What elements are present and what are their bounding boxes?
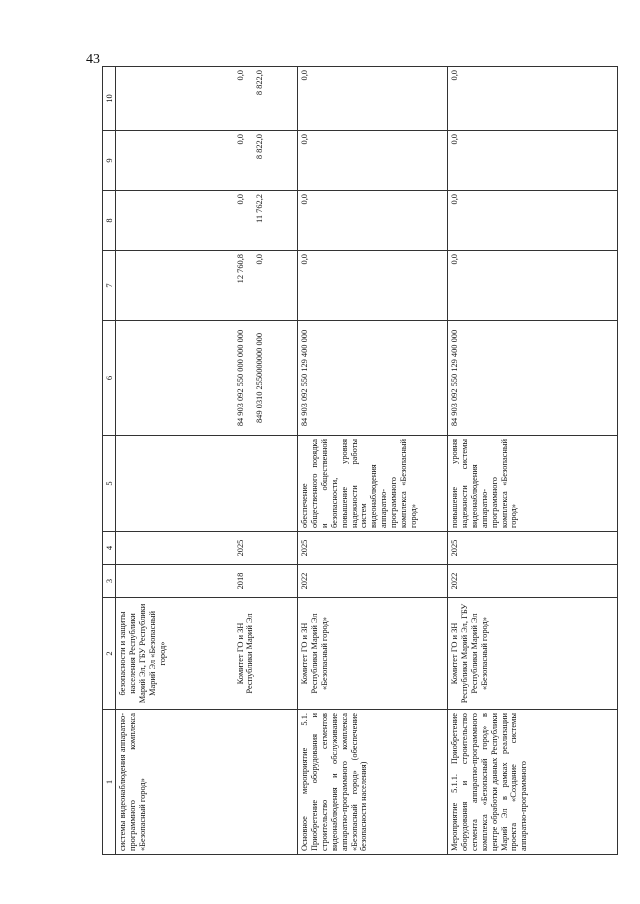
col-header-2: 2 — [103, 598, 116, 710]
cell-code: 84 903 092 550 129 400 000 — [298, 321, 448, 436]
col-header-9: 9 — [103, 131, 116, 191]
table-row — [116, 67, 234, 855]
cell-name — [234, 710, 298, 855]
cell-v7 — [234, 251, 298, 321]
value: 0,0 — [235, 134, 245, 145]
col-header-8: 8 — [103, 191, 116, 251]
cell-name: Мероприятие 5.1.1. Приобретение оборудования и строительство сегмента аппаратно-программного комплекса «Безопасный город» в центре обработки данных Республики Марий Эл в рамках реализации проекта «Создание системы аппаратно-программного — [448, 710, 618, 855]
cell-code — [234, 321, 298, 436]
value: 12 760,8 — [235, 254, 245, 284]
col-header-4: 4 — [103, 532, 116, 565]
cell-v9 — [234, 131, 298, 191]
budget-code: 84 903 092 550 000 000 000 — [235, 329, 245, 427]
cell-executor: Комитет ГО и ЗН Республики Марий Эл «Безопасный город» — [298, 598, 448, 710]
cell-executor: безопасности и защиты населения Республики Марий Эл, ГБУ Республики Марий Эл «Безопасный город» — [116, 598, 234, 710]
cell-v7: 0,0 — [298, 251, 448, 321]
cell-v10 — [234, 67, 298, 131]
page-number: 43 — [86, 52, 100, 67]
cell-v8 — [116, 191, 234, 251]
cell-name: системы видеонаблюдения аппаратно-программного комплекса «Безопасный город» — [116, 710, 234, 855]
rotated-table-container — [102, 70, 622, 855]
col-header-3: 3 — [103, 565, 116, 598]
cell-v10: 0,0 — [448, 67, 618, 131]
col-header-10: 10 — [103, 67, 116, 131]
header-row — [103, 67, 116, 855]
cell-result — [234, 436, 298, 532]
cell-executor: Комитет ГО и ЗН Республики Марий Эл — [234, 598, 298, 710]
budget-code: 849 0310 2550000000 000 — [255, 332, 265, 424]
cell-executor: Комитет ГО и ЗН Республики Марий Эл, ГБУ Республики Марий Эл «Безопасный город» — [448, 598, 618, 710]
cell-v10: 0,0 — [298, 67, 448, 131]
value: 8 822,0 — [255, 70, 265, 96]
col-header-7: 7 — [103, 251, 116, 321]
cell-v8 — [234, 191, 298, 251]
cell-v8: 0,0 — [298, 191, 448, 251]
table-row — [234, 67, 298, 855]
cell-end-year: 2025 — [298, 532, 448, 565]
cell-v7 — [116, 251, 234, 321]
col-header-1: 1 — [103, 710, 116, 855]
cell-end-year: 2025 — [448, 532, 618, 565]
cell-v9 — [116, 131, 234, 191]
cell-start-year: 2018 — [234, 565, 298, 598]
value: 8 822,0 — [255, 134, 265, 160]
cell-start-year: 2022 — [298, 565, 448, 598]
cell-v8: 0,0 — [448, 191, 618, 251]
cell-v7: 0,0 — [448, 251, 618, 321]
cell-code: 84 903 092 550 129 400 000 — [448, 321, 618, 436]
col-header-6: 6 — [103, 321, 116, 436]
cell-result: повышение уровня надежности системы видеонаблюдения аппаратно-программного комплекса «Безопасный город» — [448, 436, 618, 532]
cell-result: обеспечение общественного порядка и общественной безопасности, повышение уровня надежности работы систем видеонаблюдения аппаратно-программного комплекса «Безопасный город» — [298, 436, 448, 532]
value: 0,0 — [235, 70, 245, 81]
col-header-5: 5 — [103, 436, 116, 532]
cell-v9: 0,0 — [448, 131, 618, 191]
value: 0,0 — [255, 254, 265, 265]
cell-name: Основное мероприятие 5.1. Приобретение оборудования и строительство сегментов видеонаблюдения и обслуживание аппаратно-программного комплекса «Безопасный город» (обеспечение безопасности населения) — [298, 710, 448, 855]
cell-end-year: 2025 — [234, 532, 298, 565]
table-row — [298, 67, 448, 855]
value: 0,0 — [235, 194, 245, 205]
cell-v10 — [116, 67, 234, 131]
cell-end-year — [116, 532, 234, 565]
cell-v9: 0,0 — [298, 131, 448, 191]
value: 11 762,2 — [255, 194, 265, 224]
budget-table — [102, 66, 618, 855]
cell-start-year — [116, 565, 234, 598]
table-row — [448, 67, 618, 855]
cell-result — [116, 436, 234, 532]
cell-code — [116, 321, 234, 436]
cell-start-year: 2022 — [448, 565, 618, 598]
